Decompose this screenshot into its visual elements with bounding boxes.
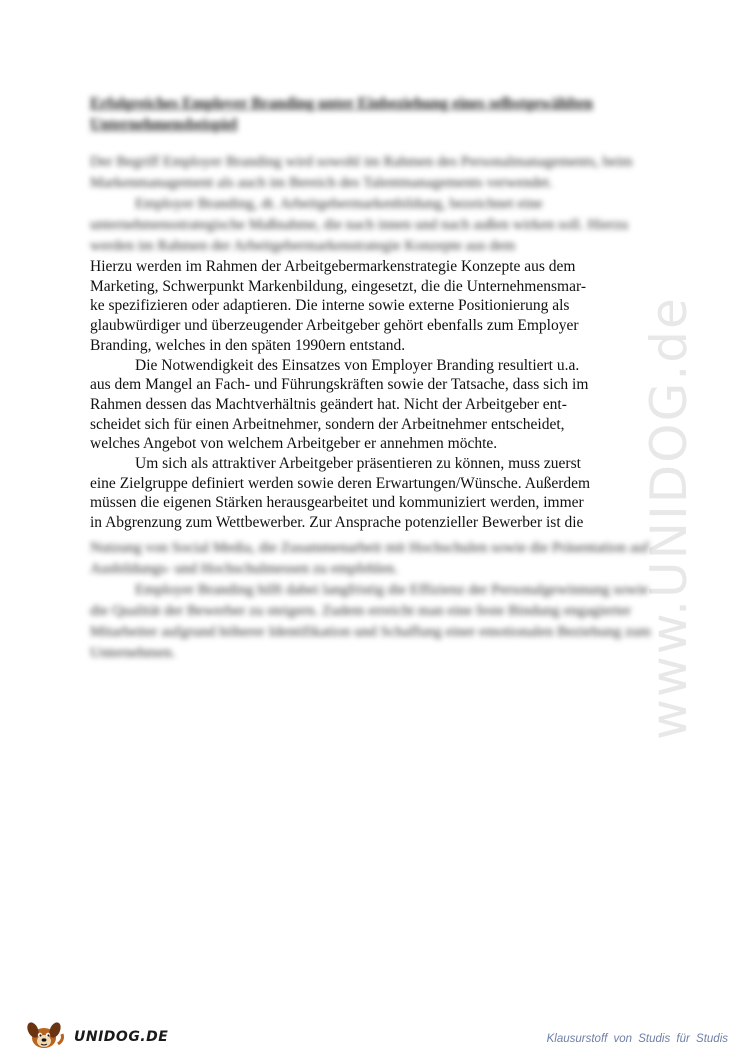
- text-line: ke spezifizieren oder adaptieren. Die interne sowie externe Positionierung als: [90, 297, 570, 315]
- text-line: Marketing, Schwerpunkt Markenbildung, eingesetzt, die die Unternehmensmar-: [90, 277, 586, 295]
- unidog-logo[interactable]: [22, 1016, 169, 1050]
- text-line: Hierzu werden im Rahmen der Arbeitgebermarkenstrategie Konzepte aus dem: [90, 258, 576, 275]
- blurred-conclusion: [90, 538, 665, 664]
- text-line: müssen die eigenen Stärken herausgearbeitet und kommuniziert werden, immer: [90, 494, 584, 512]
- paragraph: Der Begriff Employer Branding wird sowohl im Rahmen des Personalmanagements, beim Markenmanagement als auch im Bereich des Talentmanagements verwendet.: [90, 154, 633, 191]
- watermark: www.UNIDOG.de: [640, 296, 698, 740]
- text-line: in Abgrenzung zum Wettbewerber. Zur Ansprache potenzieller Bewerber ist die: [90, 514, 584, 532]
- paragraph: Employer Branding hilft dabei langfristig die Effizienz der Personalgewinnung sowie die Qualität der Bewerber zu steigern. Zudem erreicht man eine feste Bindung engagierter Mitarbeiter aufgrund höherer Identifikation und Schaffung einer emotionalen Beziehung zum Unternehmen.: [90, 582, 651, 661]
- visible-text-window: [0, 255, 750, 532]
- text-line: glaubwürdiger und überzeugender Arbeitgeber gehört ebenfalls zum Employer: [90, 317, 579, 335]
- document-title: Erfolgreiches Employer Branding unter Einbeziehung eines selbstgewählten Unternehmensbeispiel: [90, 95, 593, 133]
- text-line: welches Angebot von welchem Arbeitgeber er annehmen möchte.: [90, 435, 498, 453]
- text-line: Branding, welches in den späten 1990ern entstand.: [90, 336, 406, 354]
- text-line: aus dem Mangel an Fach- und Führungskräften sowie der Tatsache, dass sich im: [90, 376, 589, 394]
- paragraph: Employer Branding, dt. Arbeitgebermarkenbildung, bezeichnet eine unternehmensstrategische Maßnahme, die nach innen und nach außen wirken soll. Hierzu werden im Rahmen der Arbeitgebermarkenstrategie Konzepte aus dem: [90, 196, 629, 254]
- visible-text: [90, 257, 660, 533]
- text-line: eine Zielgruppe definiert werden sowie deren Erwartungen/Wünsche. Außerdem: [90, 474, 591, 492]
- text-line: Rahmen dessen das Machtverhältnis geändert hat. Nicht der Arbeitgeber ent-: [90, 395, 567, 413]
- footer-tagline: Klausurstoff von Studis für Studis: [546, 1033, 728, 1045]
- text-line: Um sich als attraktiver Arbeitgeber präsentieren zu können, muss zuerst: [135, 455, 581, 473]
- dog-mascot-icon: [22, 1016, 66, 1050]
- paragraph: Nutzung von Social Media, die Zusammenarbeit mit Hochschulen sowie die Präsentation auf Ausbildungs- und Hochschulmessen zu empfehlen.: [90, 540, 650, 577]
- blurred-intro: [90, 152, 665, 257]
- logo-text: UNIDOG.DE: [74, 1029, 169, 1045]
- text-line: scheidet sich für einen Arbeitnehmer, sondern der Arbeitnehmer entscheidet,: [90, 415, 565, 433]
- text-line: Die Notwendigkeit des Einsatzes von Employer Branding resultiert u.a.: [135, 356, 580, 374]
